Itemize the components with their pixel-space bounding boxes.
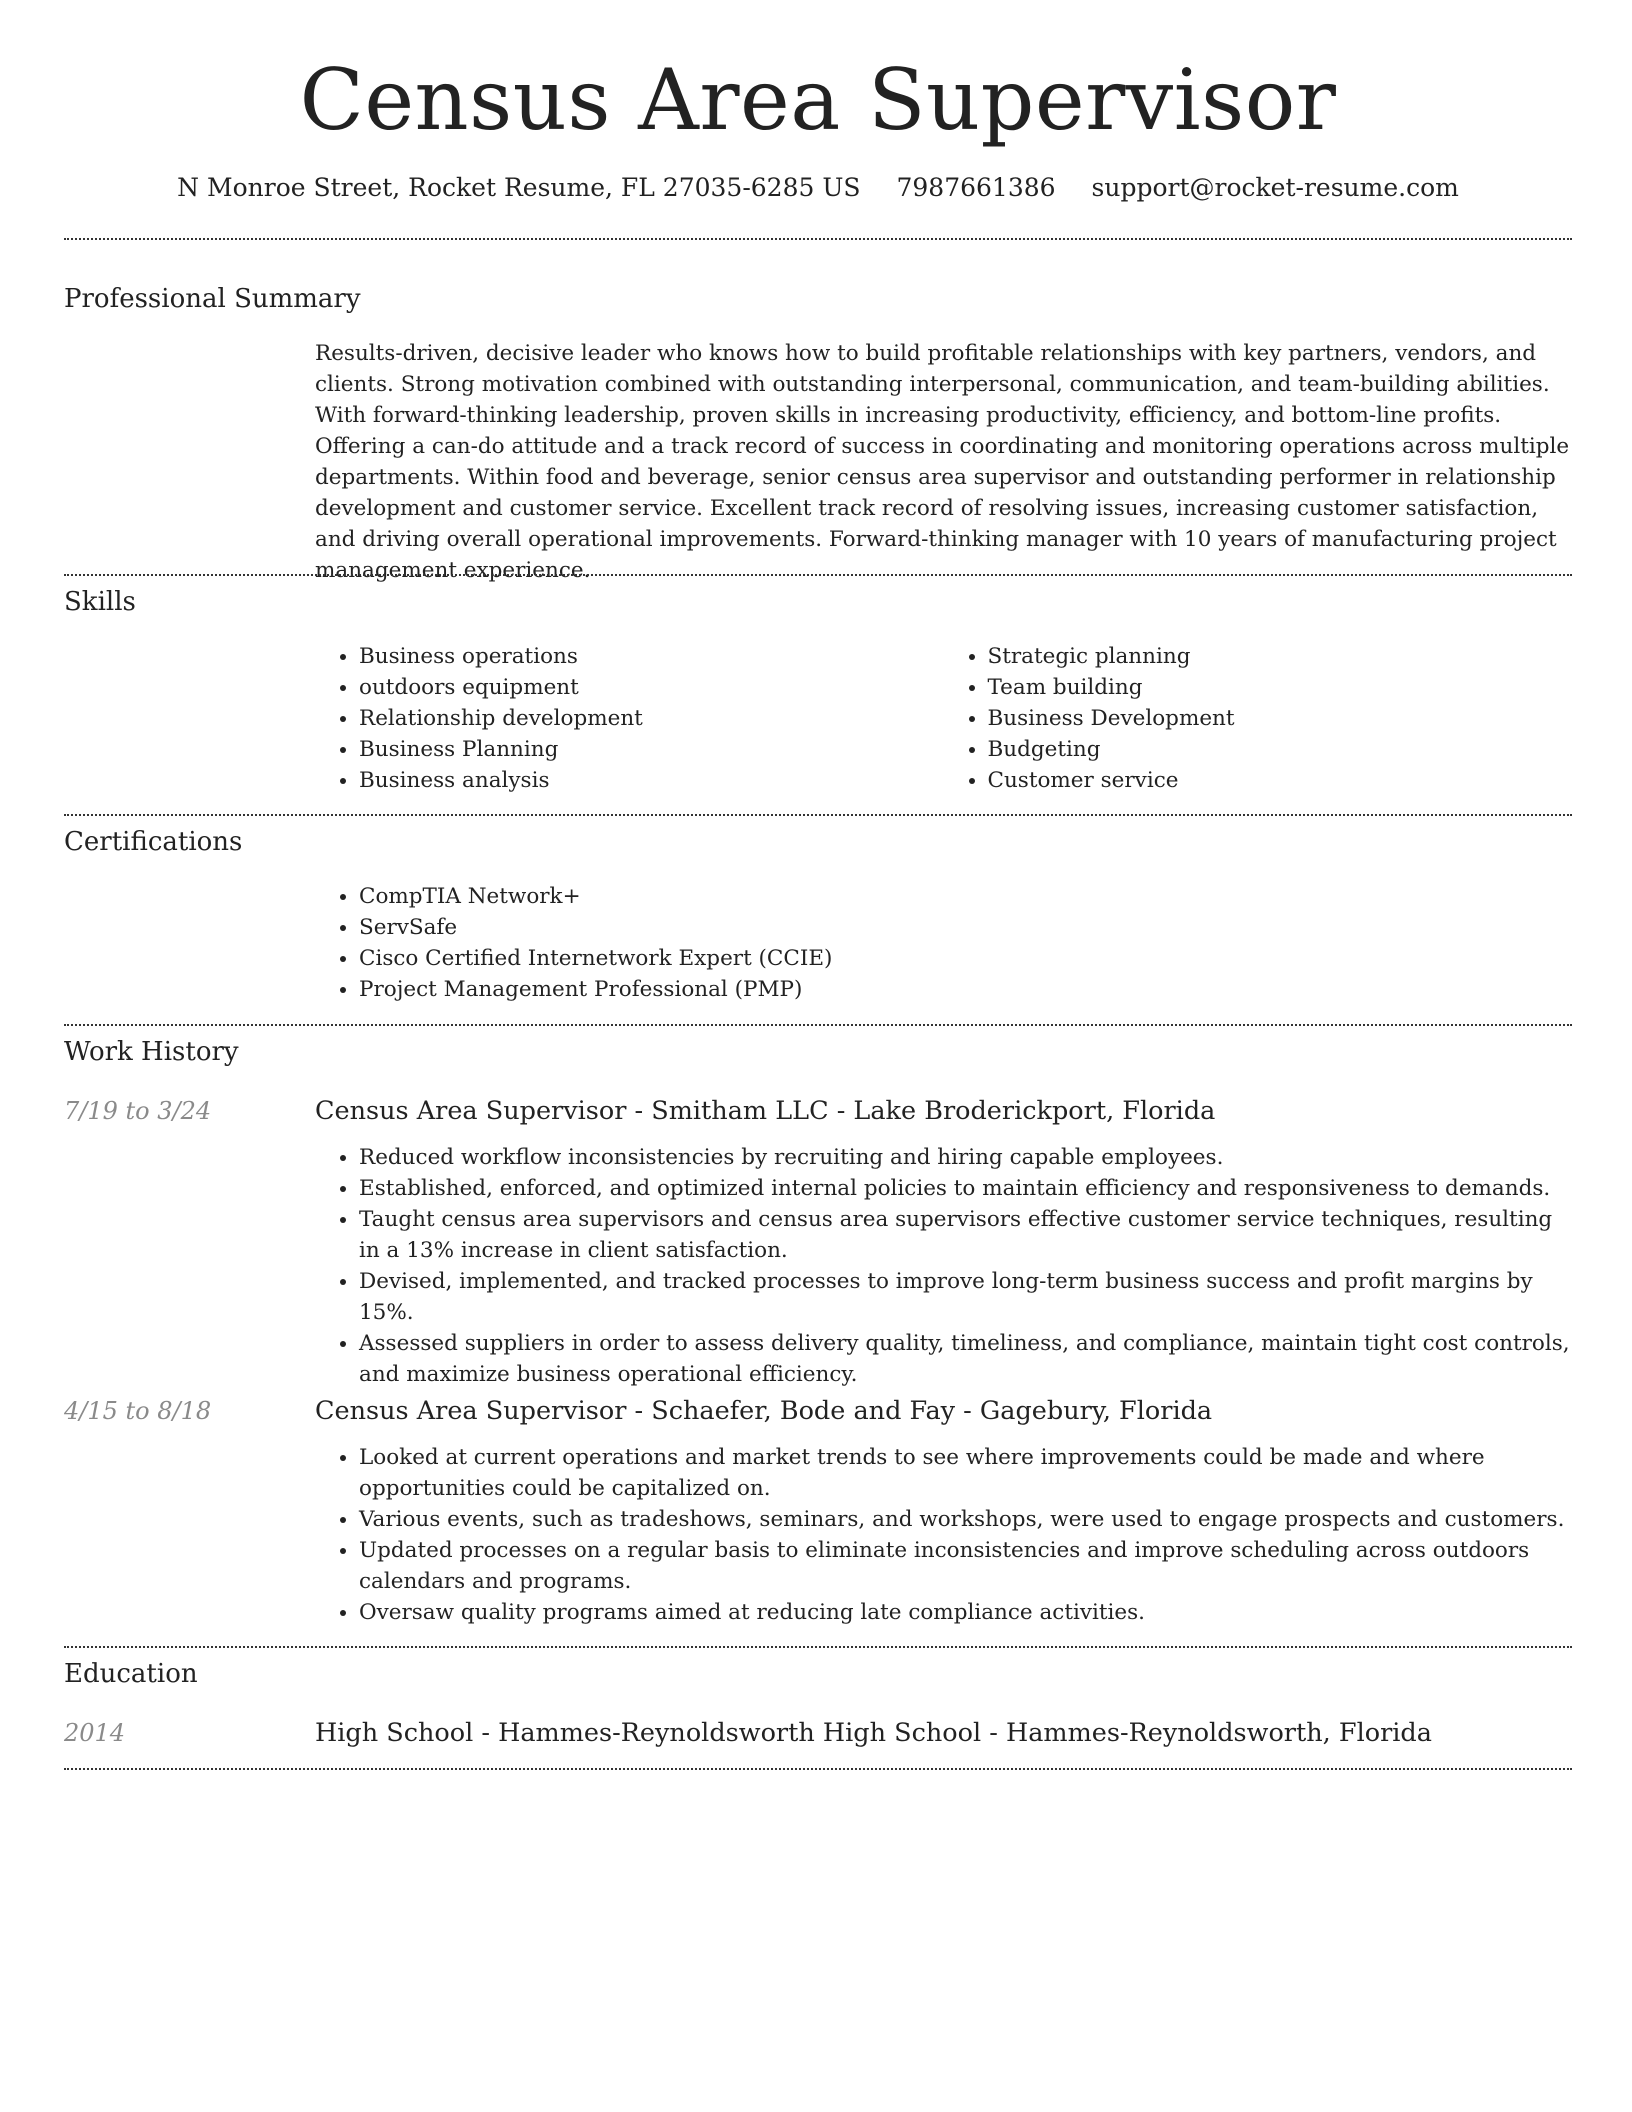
skill-item: • Strategic planning [988, 641, 1573, 672]
job-bullet: • Taught census area supervisors and census area supervisors effective customer service techniques, resulting in a 13% increase in client satisfaction. [359, 1204, 1572, 1266]
rule-education [64, 1768, 1572, 1770]
rule-skills [64, 814, 1572, 816]
job-bullet: • Looked at current operations and market trends to see where improvements could be made and where opportunities could be capitalized on. [359, 1442, 1572, 1504]
resume-name: Census Area Supervisor [299, 51, 1337, 149]
skill-item: • Business Development [988, 703, 1573, 734]
job-bullet: • Assessed suppliers in order to assess delivery quality, timeliness, and compliance, maintain tight cost controls, and maximize business operational efficiency. [359, 1328, 1572, 1390]
education-title: Education [64, 1659, 198, 1689]
skill-item: • Business analysis [359, 765, 944, 796]
job-dates: 7/19 to 3/24 [64, 1097, 212, 1125]
job-bullet: • Various events, such as tradeshows, seminars, and workshops, were used to engage prospects and customers. [359, 1504, 1572, 1535]
job-bullets [315, 1442, 1572, 1628]
job-bullet: • Reduced workflow inconsistencies by recruiting and hiring capable employees. [359, 1142, 1572, 1173]
certification-item: • ServSafe [359, 912, 1572, 943]
job-entry [64, 1396, 1572, 1628]
certification-item: • Project Management Professional (PMP) [359, 974, 1572, 1005]
rule-work [64, 1646, 1572, 1648]
job-bullet: • Devised, implemented, and tracked processes to improve long-term business success and profit margins by 15%. [359, 1266, 1572, 1328]
skill-item: • Team building [988, 672, 1573, 703]
skills-left-list [315, 641, 944, 796]
skills-columns [315, 641, 1572, 796]
job-heading: Census Area Supervisor - Schaefer, Bode and Fay - Gagebury, Florida [315, 1396, 1213, 1426]
skill-item: • Business operations [359, 641, 944, 672]
job-bullet: • Oversaw quality programs aimed at reducing late compliance activities. [359, 1597, 1572, 1628]
summary-text: Results-driven, decisive leader who knows how to build profitable relationships with key partners, vendors, and clients. Strong motivation combined with outstanding interpersonal, communication, and team-building abilities. With forward-thinking leadership, proven skills in increasing productivity, efficiency, and bottom-line profits. Offering a can-do attitude and a track record of success in coordinating and monitoring operations across multiple departments. Within food and beverage, senior census area supervisor and outstanding performer in relationship development and customer service. Excellent track record of resolving issues, increasing customer satisfaction, and driving overall operational improvements. Forward-thinking manager with 10 years of manufacturing project management experience. [315, 341, 1570, 583]
skill-item: • Customer service [988, 765, 1573, 796]
rule-header [64, 238, 1572, 240]
job-heading: Census Area Supervisor - Smitham LLC - Lake Broderickport, Florida [315, 1096, 1216, 1126]
certifications-list [315, 881, 1572, 1005]
education-heading: High School - Hammes-Reynoldsworth High School - Hammes-Reynoldsworth, Florida [315, 1718, 1432, 1748]
job-bullet: • Updated processes on a regular basis to eliminate inconsistencies and improve scheduling across outdoors calendars and programs. [359, 1535, 1572, 1597]
contact-email: support@rocket-resume.com [1091, 173, 1459, 202]
certifications-section [64, 827, 1572, 1005]
education-entry [64, 1718, 1572, 1752]
summary-title: Professional Summary [64, 284, 361, 314]
contact-line [64, 173, 1572, 203]
job-bullet: • Established, enforced, and optimized internal policies to maintain efficiency and responsiveness to demands. [359, 1173, 1572, 1204]
certifications-title: Certifications [64, 827, 243, 857]
contact-phone: 7987661386 [896, 173, 1056, 202]
job-dates: 4/15 to 8/18 [64, 1397, 212, 1425]
work-title: Work History [64, 1037, 239, 1067]
summary-section [64, 284, 1572, 586]
job-entry [64, 1096, 1572, 1390]
rule-certifications [64, 1024, 1572, 1026]
resume-page [64, 0, 1572, 1748]
rule-summary [64, 574, 1572, 576]
skills-section [64, 587, 1572, 796]
certification-item: • Cisco Certified Internetwork Expert (CCIE) [359, 943, 1572, 974]
skills-title: Skills [64, 587, 136, 617]
contact-address: N Monroe Street, Rocket Resume, FL 27035-6285 US [177, 173, 861, 202]
education-date: 2014 [64, 1719, 126, 1747]
skill-item: • Relationship development [359, 703, 944, 734]
skill-item: • outdoors equipment [359, 672, 944, 703]
certification-item: • CompTIA Network+ [359, 881, 1572, 912]
job-bullets [315, 1142, 1572, 1390]
education-section [64, 1659, 1572, 1689]
work-section [64, 1037, 1572, 1067]
skill-item: • Business Planning [359, 734, 944, 765]
skill-item: • Budgeting [988, 734, 1573, 765]
skills-right-list [944, 641, 1573, 796]
